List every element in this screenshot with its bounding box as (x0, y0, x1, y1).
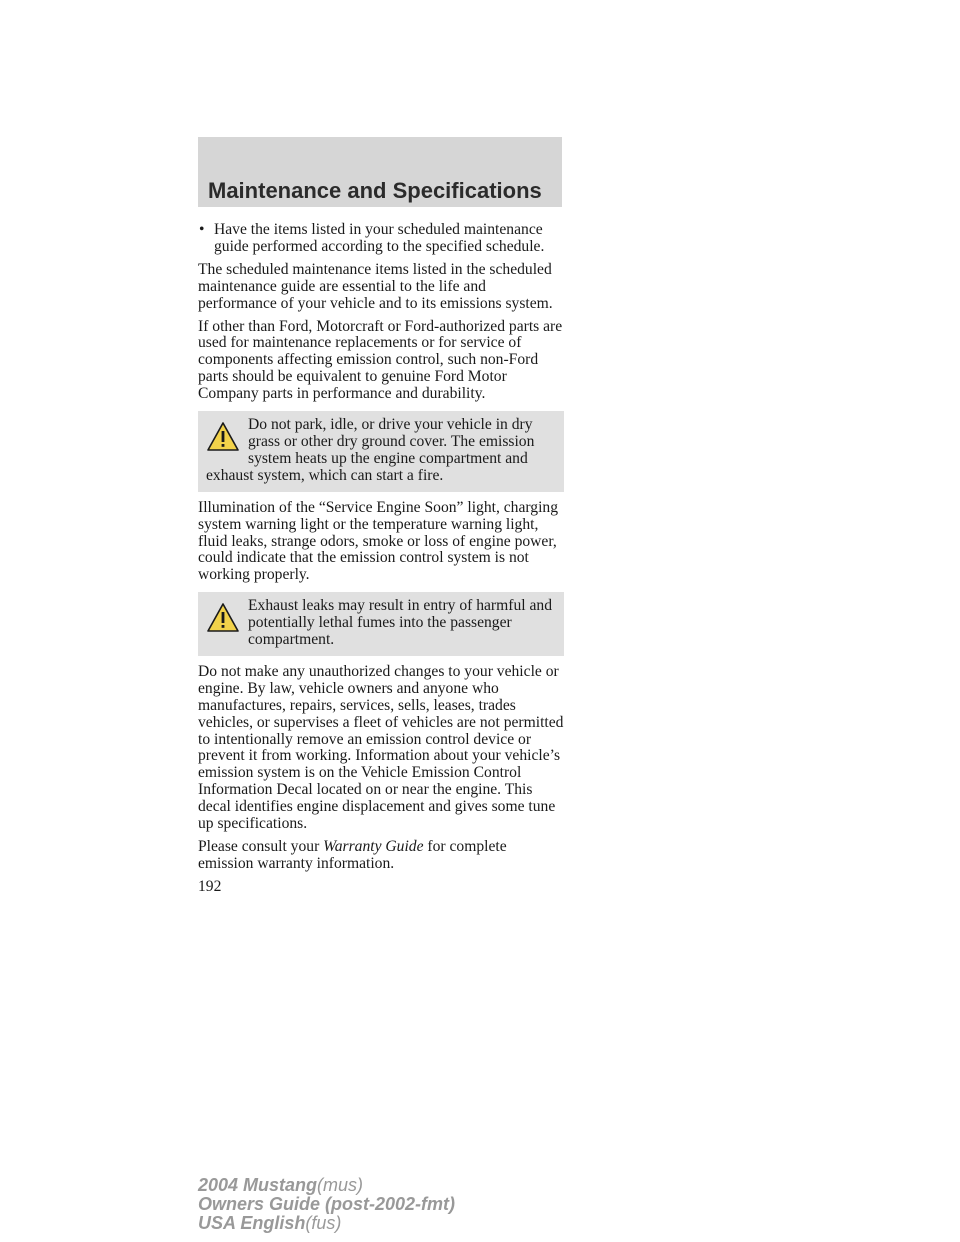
footer-model: 2004 Mustang (198, 1175, 318, 1195)
warranty-suffix: for complete emission warranty information. (198, 838, 507, 872)
footer-line-model (198, 1176, 455, 1195)
paragraph-illumination: Illumination of the “Service Engine Soon” light, charging system warning light or the temperature warning light, fluid leaks, strange odors, smoke or loss of engine power, could indicate that the emission control system is not working properly. (198, 498, 559, 584)
warning-box-dry-grass (198, 411, 564, 492)
bullet-text: Have the items listed in your scheduled maintenance guide performed according to the specified schedule. (214, 221, 545, 255)
warning-triangle-icon (206, 420, 240, 454)
warning-triangle-icon (206, 601, 240, 635)
warranty-guide-title: Warranty Guide (323, 838, 424, 855)
paragraph-maintenance-items: The scheduled maintenance items listed in the scheduled maintenance guide are essential to the life and performance of your vehicle and to its emissions system. (198, 260, 553, 312)
document-footer (198, 1176, 455, 1233)
footer-language: USA English (198, 1213, 306, 1233)
footer-line-language (198, 1214, 455, 1233)
footer-line-guide (198, 1195, 455, 1214)
page-content (198, 222, 564, 902)
bullet-symbol: • (199, 221, 205, 238)
footer-guide: Owners Guide (post-2002-fmt) (198, 1194, 456, 1214)
page-number: 192 (198, 877, 222, 895)
paragraph-replacement-parts: If other than Ford, Motorcraft or Ford-authorized parts are used for maintenance replacements or for service of components affecting emission control, such non-Ford parts should be equivalent to genuine Ford Motor Company parts in performance and durability. (198, 317, 563, 403)
paragraph-warranty (198, 839, 564, 873)
paragraph-unauthorized-changes: Do not make any unauthorized changes to your vehicle or engine. By law, vehicle owners and anyone who manufactures, repairs, services, sells, leases, trades vehicles, or supervises a fleet of vehicles are not permitted to intentionally remove an emission control device or prevent it from working. Information about your vehicle’s emission system is on the Vehicle Emission Control Information Decal located on or near the engine. This decal identifies engine displacement and gives some tune up specifications. (198, 662, 564, 833)
warning-text-dry-grass: Do not park, idle, or drive your vehicle in dry grass or other dry ground cover. The emission system heats up the engine compartment and exhaust system, which can start a fire. (206, 416, 535, 484)
section-title: Maintenance and Specifications (208, 178, 542, 203)
bullet-item (198, 222, 564, 256)
warning-box-exhaust-leaks (198, 592, 564, 656)
footer-model-code: (mus) (317, 1175, 364, 1195)
footer-language-code: (fus) (305, 1213, 342, 1233)
warranty-prefix: Please consult your (198, 838, 324, 855)
warning-text-exhaust-leaks: Exhaust leaks may result in entry of harmful and potentially lethal fumes into the passenger compartment. (248, 597, 552, 649)
